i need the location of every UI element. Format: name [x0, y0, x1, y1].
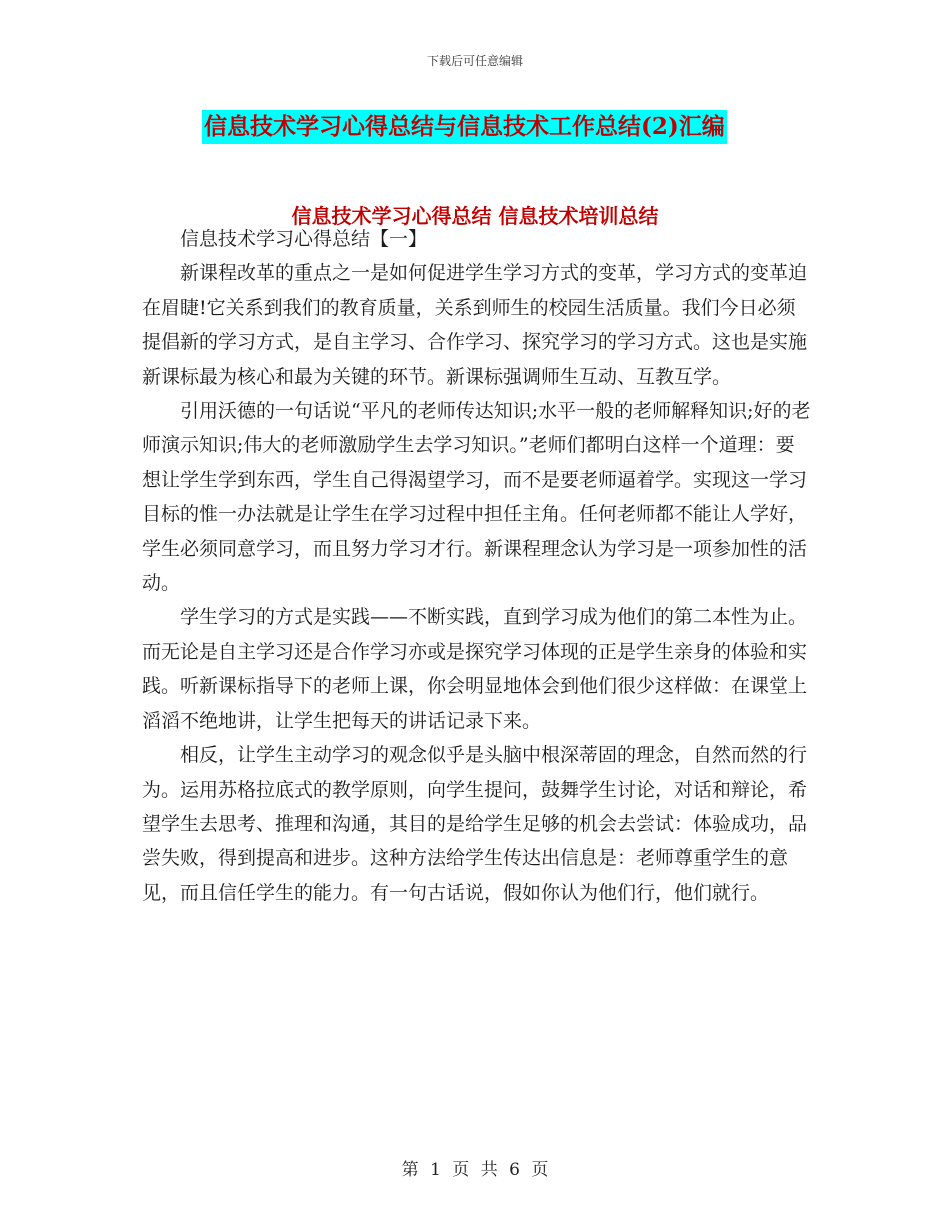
header-note: 下载后可任意编辑 — [426, 54, 523, 68]
document-title: 信息技术学习心得总结与信息技术工作总结(2)汇编 — [202, 110, 727, 144]
paragraph: 学生学习的方式是实践——不断实践，直到学习成为他们的第二本性为止。而无论是自主学习还是合作学习亦或是探究学习体现的正是学生亲身的体验和实践。听新课标指导下的老师上课，你会明显地体会到他们很少这样做：在课堂上滔滔不绝地讲，让学生把每天的讲话记录下来。 — [142, 606, 808, 732]
paragraph: 相反，让学生主动学习的观念似乎是头脑中根深蒂固的理念，自然而然的行为。运用苏格拉底式的教学原则，向学生提问，鼓舞学生讨论，对话和辩论，希望学生去思考、推理和沟通，其目的是给学生足够的机会去尝试：体验成功，品尝失败，得到提高和进步。这种方法给学生传达出信息是：老师尊重学生的意见，而且信任学生的能力。有一句古话说，假如你认为他们行，他们就行。 — [142, 744, 808, 904]
page-footer: 第 1 页 共 6 页 — [401, 1160, 549, 1180]
document-subtitle: 信息技术学习心得总结 信息技术培训总结 — [291, 204, 659, 228]
paragraph: 新课程改革的重点之一是如何促进学生学习方式的变革，学习方式的变革迫在眉睫!它关系到我们的教育质量，关系到师生的校园生活质量。我们今日必须提倡新的学习方式，是自主学习、合作学习、探究学习的学习方式。这也是实施新课标最为核心和最为关键的环节。新课标强调师生互动、互教互学。 — [142, 262, 808, 388]
document-body — [142, 222, 812, 910]
paragraph: 引用沃德的一句话说“平凡的老师传达知识;水平一般的老师解释知识;好的老师演示知识;伟大的老师激励学生去学习知识。”老师们都明白这样一个道理：要想让学生学到东西，学生自己得渴望学习，而不是要老师逼着学。实现这一学习目标的惟一办法就是让学生在学习过程中担任主角。任何老师都不能让人学好，学生必须同意学习，而且努力学习才行。新课程理念认为学习是一项参加性的活动。 — [142, 400, 811, 595]
section-heading: 信息技术学习心得总结【一】 — [180, 228, 428, 250]
